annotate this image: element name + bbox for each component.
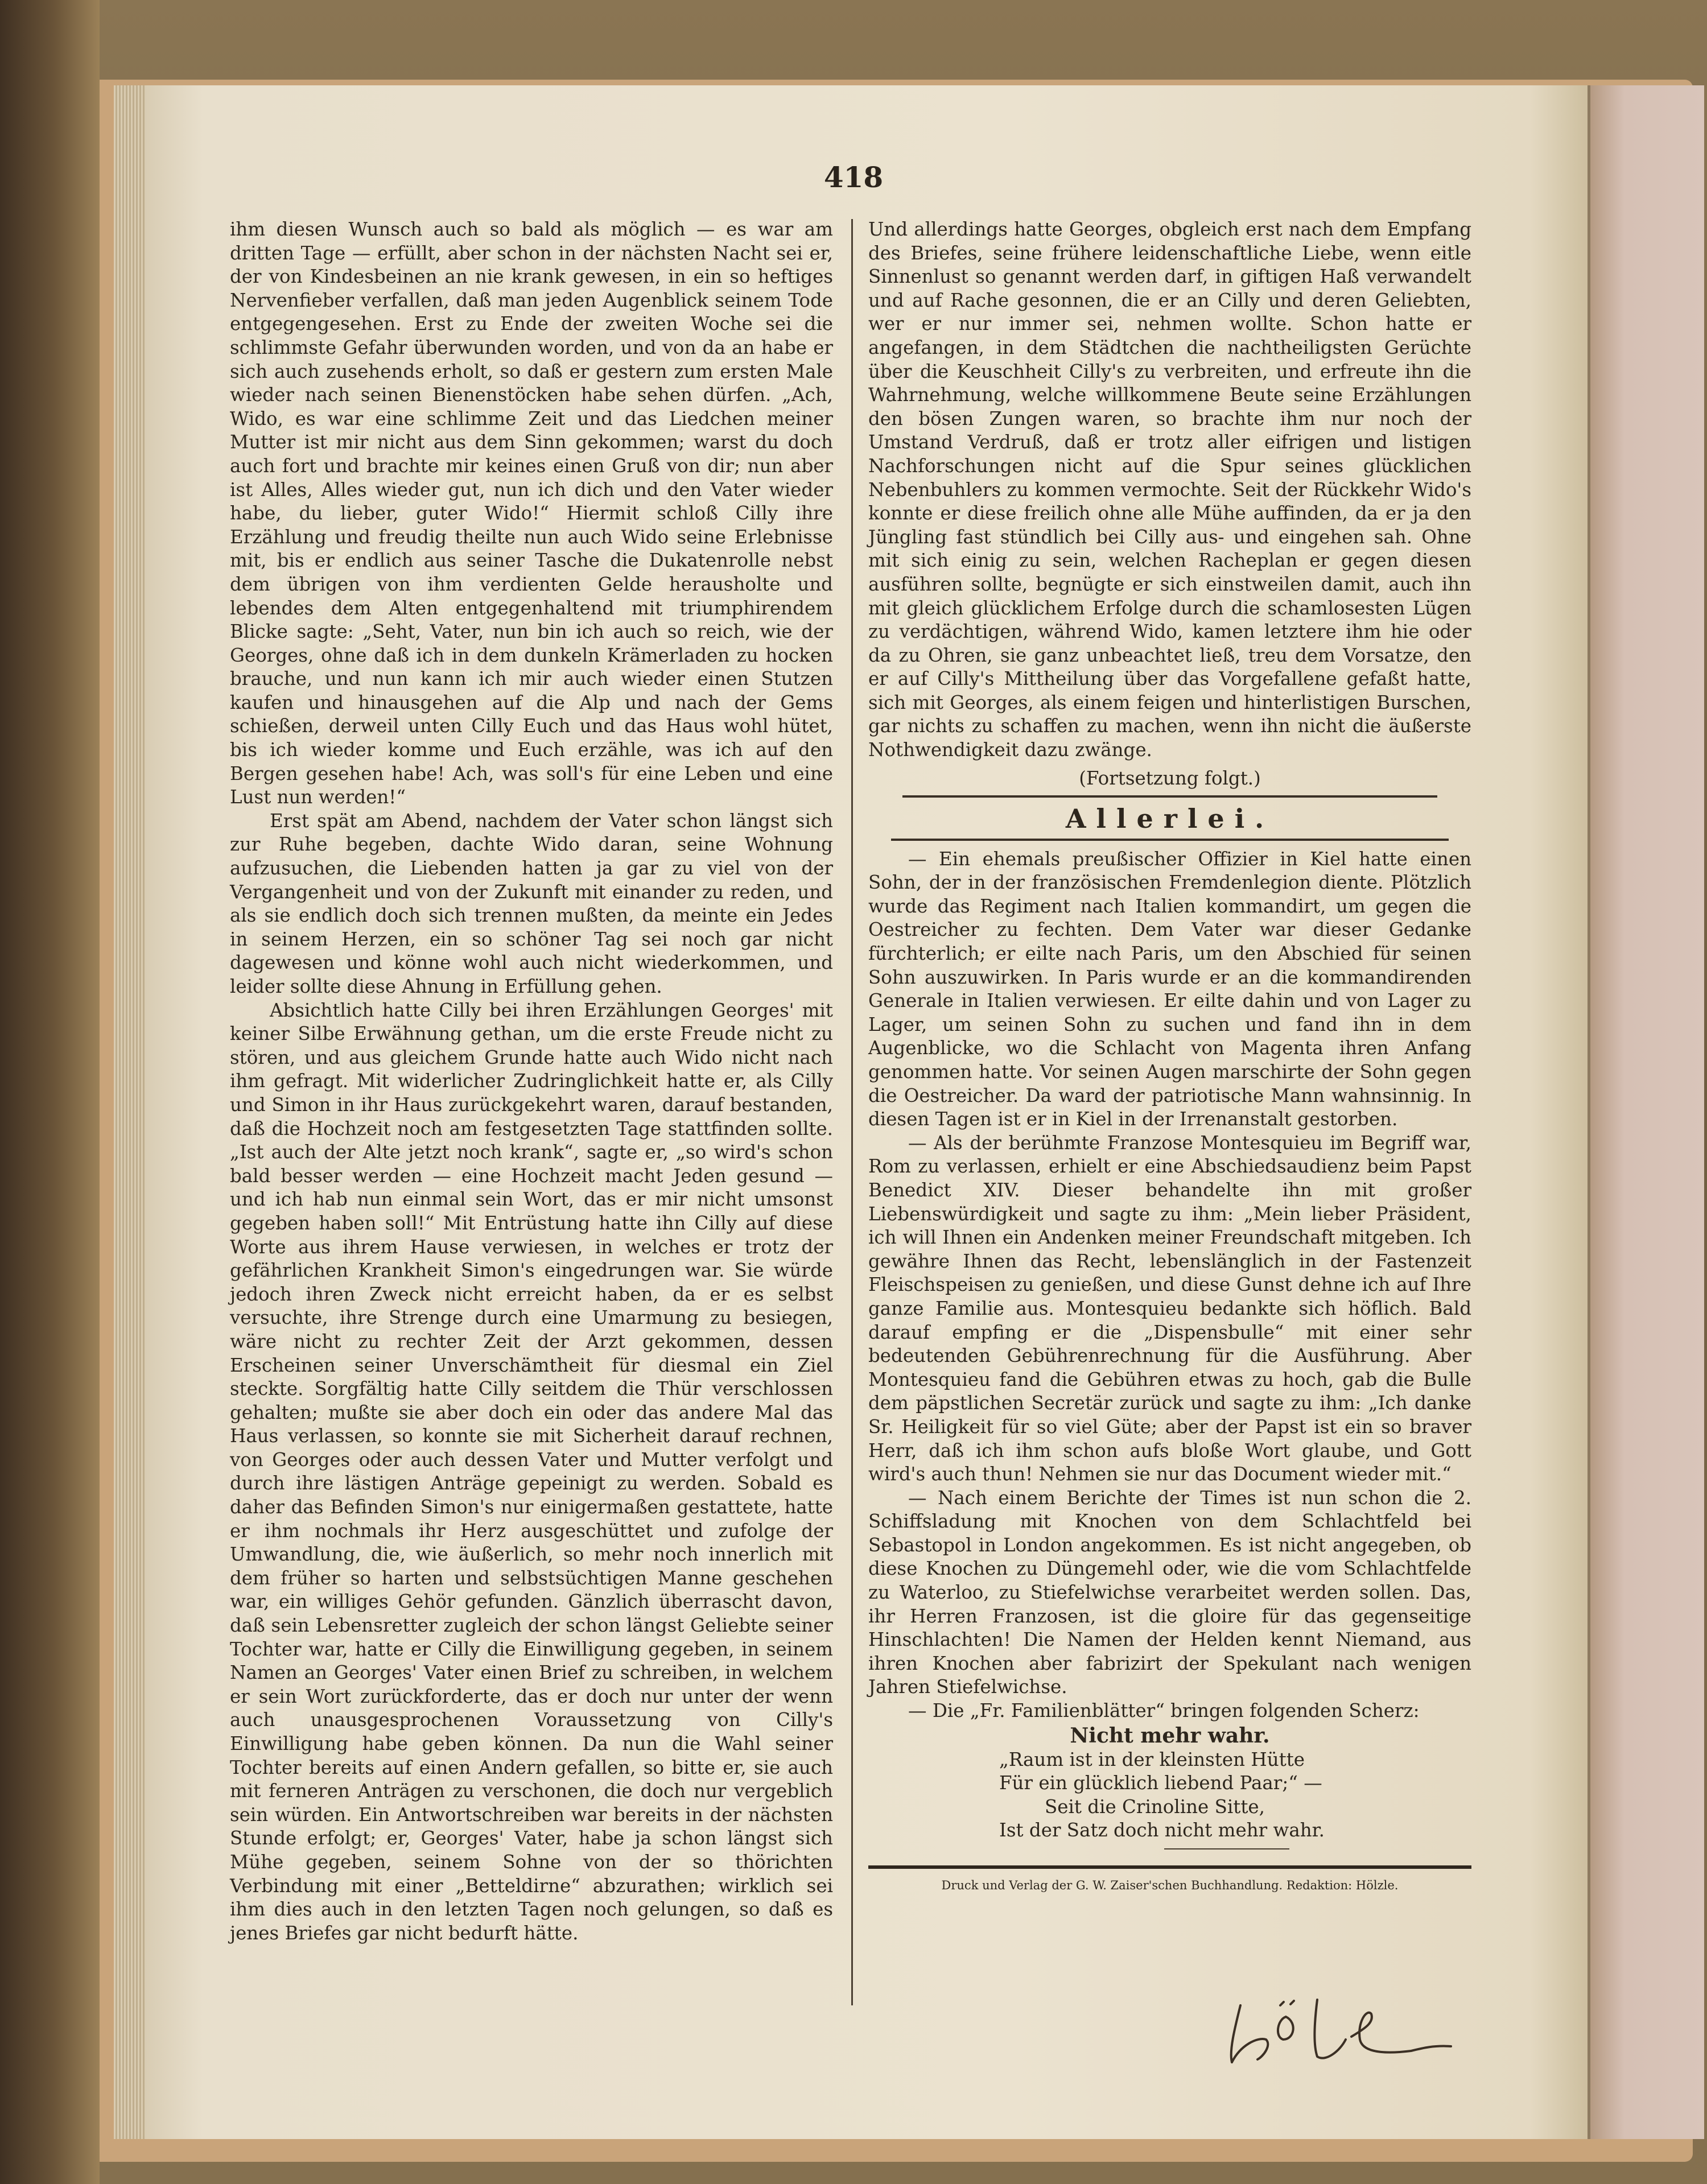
poem [999,1748,1471,1843]
end-rule [1164,1848,1289,1849]
news-item: — Nach einem Berichte der Times ist nun schon die 2. Schiffsladung mit Knochen von dem Schlachtfeld bei Sebastopol in London angekommen. Es ist nicht angegeben, ob diese Knochen zu Düngemehl oder, wie die vom Schlachtfelde zu Waterloo, zu Stiefelwichse verarbeitet werden sollen. Das, ihr Herren Franzosen, ist die gloire für das gegenseitige Hinschlachten! Die Namen der Helden kennt Niemand, aus ihren Knochen aber fabrizirt der Spekulant nach wenigen Jahren Stiefelwichse. [868,1487,1471,1698]
left-column [230,218,833,1945]
poem-line: Ist der Satz doch nicht mehr wahr. [999,1819,1325,1842]
paragraph: ihm diesen Wunsch auch so bald als möglich — es war am dritten Tage — erfüllt, aber schon in der nächsten Nacht sei er, der von Kindesbeinen an nie krank gewesen, in ein so heftiges Nervenfieber verfallen, daß man jeden Augenblick seinem Tode entgegengesehen. Erst zu Ende der zweiten Woche sei die schlimmste Gefahr überwunden worden, und von da an habe er sich auch zusehends erholt, so daß er gestern zum ersten Male wieder nach seinen Bienenstöcken habe sehen dürfen. „Ach, Wido, es war eine schlimme Zeit und das Liedchen meiner Mutter ist mir nicht aus dem Sinn gekommen; warst du doch auch fort und brachte mir keines einen Gruß von dir; nun aber ist Alles, Alles wieder gut, nun ich dich und den Vater wieder habe, du lieber, guter Wido!“ Hiermit schloß Cilly ihre Erzählung und freudig theilte nun auch Wido seine Erlebnisse mit, bis er endlich aus seiner Tasche die Dukatenrolle nebst dem übrigen von ihm verdienten Gelde herausholte und lebendes dem Alten entgegenhaltend mit triumphirendem Blicke sagte: „Seht, Vater, nun bin ich auch so reich, wie der Georges, ohne daß ich in dem dunkeln Krämerladen zu hocken brauche, und nun kann ich mir auch wieder einen Stutzen kaufen und hinausgehen auf die Alp und nach der Gems schießen, derweil unten Cilly Euch und das Haus wohl hütet, bis ich wieder komme und Euch erzähle, was ich auf den Bergen gesehen habe! Ach, was soll's für eine Leben und eine Lust nun werden!“ [230,218,833,808]
continuation-paragraph: Und allerdings hatte Georges, obgleich erst nach dem Empfang des Briefes, seine frühere leidenschaftliche Liebe, wenn eitle Sinnenlust so genannt werden darf, in giftigen Haß verwandelt und auf Rache gesonnen, die er an Cilly und deren Geliebten, wer er nur immer sei, nehmen wollte. Schon hatte er angefangen, in dem Städtchen die nachtheiligsten Gerüchte über die Keuschheit Cilly's zu verbreiten, und erfreute ihn die Wahrnehmung, welche willkommene Beute seine Erzählungen den bösen Zungen waren, so brachte ihm nur noch der Umstand Verdruß, daß er trotz aller eifrigen und listigen Nachforschungen nicht auf die Spur seines glücklichen Nebenbuhlers zu kommen vermochte. Seit der Rückkehr Wido's konnte er diese freilich ohne alle Mühe auffinden, da er ja den Jüngling fast stündlich bei Cilly aus- und eingehen sah. Ohne mit sich einig zu sein, welchen Racheplan er gegen diesen ausführen sollte, begnügte er sich einstweilen damit, auch ihn mit gleich glücklichem Erfolge durch die schamlosesten Lügen zu verdächtigen, während Wido, kamen letztere ihm hie oder da zu Ohren, sie ganz unbeachtet ließ, treu dem Vorsatze, den er auf Cilly's Mittheilung über das Vorgefallene gefaßt hatte, sich mit Georges, als einem feigen und hinterlistigen Burschen, gar nichts zu schaffen zu machen, wenn ihn nicht die äußerste Nothwendigkeit dazu zwänge. [868,218,1471,761]
continuation-notice: (Fortsetzung folgt.) [1079,767,1261,789]
poem-line: Für ein glücklich liebend Paar;“ — [999,1772,1322,1794]
page-number: 418 [823,160,884,194]
paragraph: Erst spät am Abend, nachdem der Vater schon längst sich zur Ruhe begeben, dachte Wido daran, seine Wohnung aufzusuchen, die Liebenden hatten ja gar zu viel von der Vergangenheit und von der Zukunft mit einander zu reden, und als sie endlich doch sich trennen mußten, da meinte ein Jedes in seinem Herzen, ein so schöner Tag sei noch gar nicht dagewesen und könne wohl auch nicht wiederkommen, und leider sollte diese Ahnung in Erfüllung gehen. [230,810,833,997]
section-rule [891,839,1449,841]
news-item: — Ein ehemals preußischer Offizier in Kiel hatte einen Sohn, der in der französischen Fremdenlegion diente. Plötzlich wurde das Regiment nach Italien kommandirt, um gegen die Oestreicher zu fechten. Dem Vater war dieser Gedanke fürchterlich; er eilte nach Paris, um den Abschied für seinen Sohn auszuwirken. In Paris wurde er an die kommandirenden Generale in Italien verwiesen. Er eilte dahin und von Lager zu Lager, um seinen Sohn zu suchen und fand ihn in dem Augenblicke, wo die Schlacht von Magenta ihren Anfang genommen hatte. Vor seinen Augen marschirte der Sohn gegen die Oestreicher. Da ward der patriotische Mann wahnsinnig. In diesen Tagen ist er in Kiel in der Irrenanstalt gestorben. [868,848,1471,1130]
poem-title: Nicht mehr wahr. [1070,1723,1270,1748]
section-title: Allerlei. [1065,803,1275,834]
facing-page-edge [1590,85,1704,2139]
column-divider [851,219,853,2005]
news-item: — Als der berühmte Franzose Montesquieu im Begriff war, Rom zu verlassen, erhielt er eine Abschiedsaudienz beim Papst Benedict XIV. Dieser behandelte ihn mit großer Liebenswürdigkeit und sagte zu ihm: „Mein lieber Präsident, ich will Ihnen ein Andenken meiner Freundschaft mitgeben. Ich gewähre Ihnen das Recht, lebenslänglich in der Fastenzeit Fleischspeisen zu genießen, und diese Gunst dehne ich auf Ihre ganze Familie aus. Montesquieu bedankte sich höflich. Bald darauf empfing er die „Dispensbulle“ mit einer sehr bedeutenden Gebührenrechnung für die Ausführung. Aber Montesquieu fand die Gebühren etwas zu hoch, gab die Bulle dem päpstlichen Secretär zurück und sagte zu ihm: „Ich danke Sr. Heiligkeit für so viel Güte; aber der Papst ist ein so braver Herr, daß ich ihm schon aufs bloße Wort glaube, und Gott wird's auch thun! Nehmen sie nur das Document wieder mit.“ [868,1132,1471,1485]
handwritten-signature [1218,1983,1514,2074]
book-spine [0,0,100,2184]
imprint-rule [868,1865,1471,1869]
imprint-line: Druck und Verlag der G. W. Zaiser'schen Buchhandlung. Redaktion: Hölzle. [941,1879,1399,1892]
page-stack-edge [114,85,148,2139]
poem-line: „Raum ist in der kleinsten Hütte [999,1748,1305,1770]
news-item: — Die „Fr. Familienblätter“ bringen folgenden Scherz: [908,1700,1420,1722]
poem-line: Seit die Crinoline Sitte, [1045,1795,1265,1818]
paragraph: Absichtlich hatte Cilly bei ihren Erzählungen Georges' mit keiner Silbe Erwähnung gethan, um die erste Freude nicht zu stören, und aus gleichem Grunde hatte auch Wido nicht nach ihm gefragt. Mit widerlicher Zudringlichkeit hatte er, als Cilly und Simon in ihr Haus zurückgekehrt waren, darauf bestanden, daß die Hochzeit noch am festgesetzten Tage stattfinden sollte. „Ist auch der Alte jetzt noch krank“, sagte er, „so wird's schon bald besser werden — eine Hochzeit macht Jeden gesund — und ich hab nun einmal sein Wort, das er mir nicht umsonst gegeben haben soll!“ Mit Entrüstung hatte ihn Cilly auf diese Worte aus ihrem Hause verwiesen, in welches er trotz der gefährlichen Krankheit Simon's eingedrungen war. Sie würde jedoch ihren Zweck nicht erreicht haben, da er es selbst versuchte, ihre Strenge durch eine Umarmung zu besiegen, wäre nicht zu rechter Zeit der Arzt gekommen, dessen Erscheinen seiner Unverschämtheit für diesmal ein Ziel steckte. Sorgfältig hatte Cilly seitdem die Thür verschlossen gehalten; mußte sie aber doch ein oder das andere Mal das Haus verlassen, so konnte sie mit Sicherheit darauf rechnen, von Georges oder auch dessen Vater und Mutter verfolgt und durch ihre lästigen Anträge gepeinigt zu werden. Sobald es daher das Befinden Simon's nur einigermaßen gestattete, hatte er ihm nochmals ihr Herz ausgeschüttet und zufolge der Umwandlung, die, wie äußerlich, so mehr noch innerlich mit dem früher so harten und selbstsüchtigen Manne geschehen war, ein williges Gehör gefunden. Gänzlich überrascht davon, daß sein Lebensretter zugleich der schon längst Geliebte seiner Tochter war, hatte er Cilly die Einwilligung gegeben, in seinem Namen an Georges' Vater einen Brief zu schreiben, in welchem er sein Wort zurückforderte, das er doch nur unter der wenn auch unausgesprochenen Voraussetzung von Cilly's Einwilligung habe geben können. Da nun die Wahl seiner Tochter bereits auf einen Andern gefallen, so bitte er, sie auch mit ferneren Anträgen zu verschonen, die doch nur vergeblich sein würden. Ein Antwortschreiben war bereits in der nächsten Stunde erfolgt; er, Georges' Vater, habe ja schon längst sich Mühe gegeben, seinem Sohne von der so thörichten Verbindung mit einer „Betteldirne“ abzurathen; wirklich sei ihm dies auch in den letzten Tagen noch gelungen, so daß es jenes Briefes gar nicht bedurft hätte. [230,999,833,1944]
right-column [868,218,1471,1894]
section-rule [902,795,1437,798]
